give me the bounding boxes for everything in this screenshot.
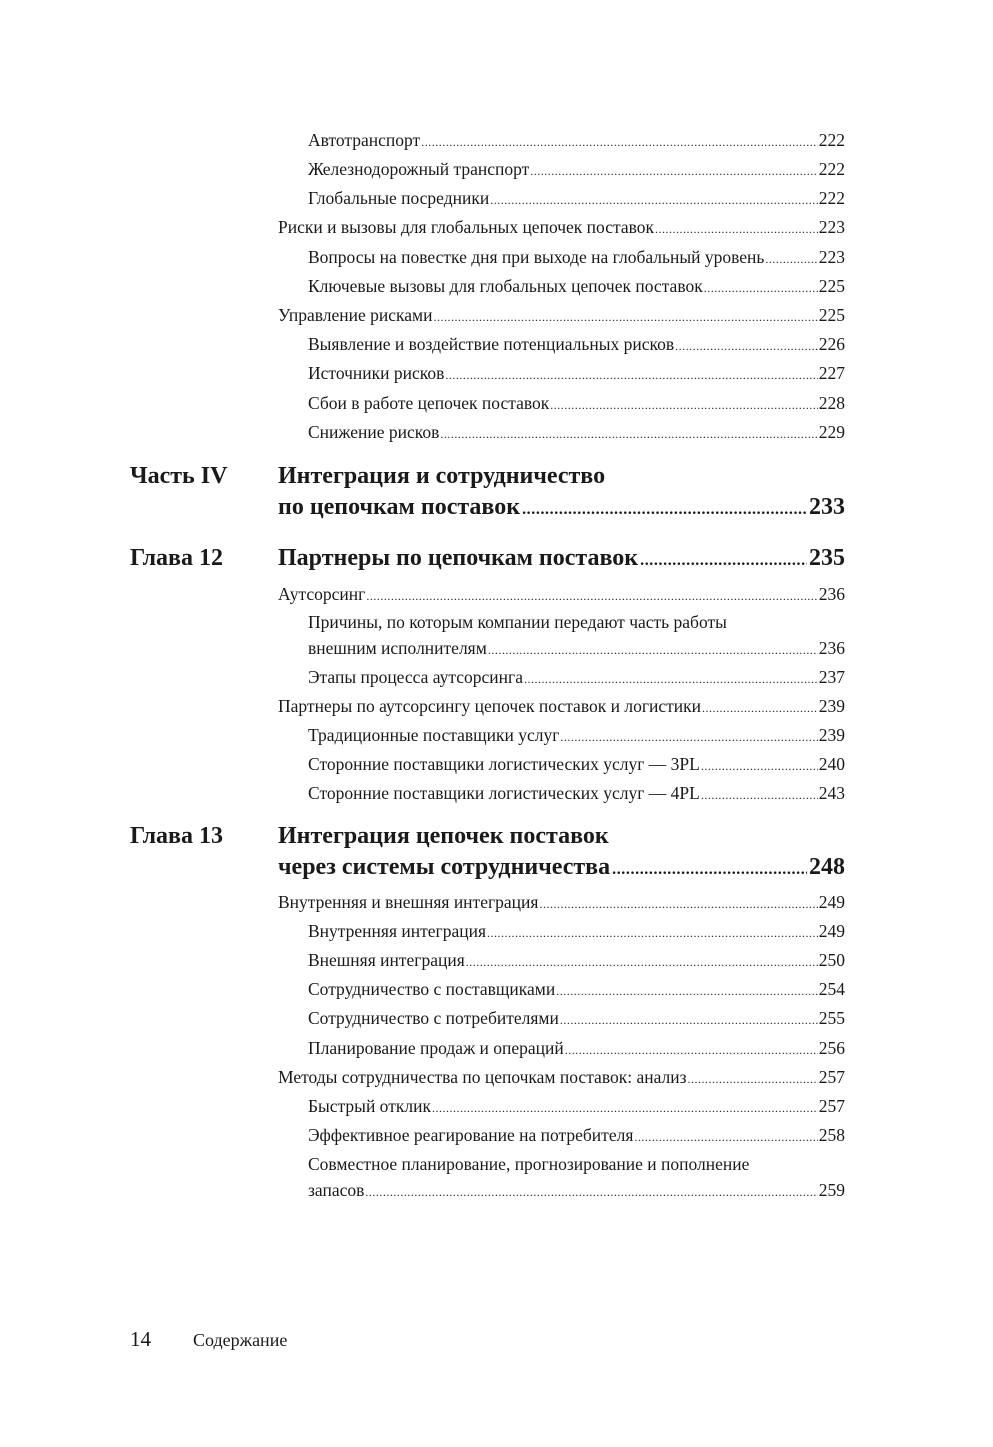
toc-entry-title-line1: Причины, по которым компании передают часть работы	[308, 612, 727, 632]
toc-chapter-label: Глава 13	[130, 823, 223, 849]
toc-leader-dots	[655, 217, 818, 241]
toc-leader-dots	[365, 1179, 817, 1205]
toc-entry-title-line2: внешним исполнителям	[308, 638, 487, 658]
toc-leader-dots	[490, 188, 818, 212]
toc-entry-title: Этапы процесса аутсорсинга	[308, 667, 523, 687]
toc-leader-dots	[445, 363, 817, 387]
toc-leader-dots	[675, 334, 818, 358]
toc-page-number: 226	[818, 334, 845, 354]
toc-leader-dots	[640, 545, 807, 576]
toc-page-number: 233	[809, 494, 845, 520]
toc-entry[interactable]	[308, 665, 845, 689]
toc-page-number: 243	[818, 783, 845, 803]
toc-leader-dots	[488, 637, 818, 663]
toc-section[interactable]	[278, 1065, 845, 1089]
toc-entry-title: Сотрудничество с поставщиками	[308, 979, 556, 999]
toc-entry[interactable]	[308, 1123, 845, 1147]
toc-chapter-title: Партнеры по цепочкам поставок	[278, 545, 639, 571]
toc-leader-dots	[556, 979, 818, 1003]
toc-page-number: 236	[818, 584, 845, 604]
running-title: Содержание	[193, 1330, 288, 1350]
toc-leader-dots	[560, 1008, 818, 1032]
toc-entry[interactable]	[308, 1036, 845, 1060]
toc-page-number: 259	[818, 1180, 845, 1200]
toc-entry-title: Внешняя интеграция	[308, 950, 465, 970]
toc-leader-dots	[704, 276, 818, 300]
toc-page-number: 256	[818, 1038, 845, 1058]
toc-entry-title: Внутренняя интеграция	[308, 921, 486, 941]
toc-entry-title: Сбои в работе цепочек поставок	[308, 393, 550, 413]
toc-section[interactable]	[278, 215, 845, 239]
toc-entry-title: Эффективное реагирование на потребителя	[308, 1125, 634, 1145]
toc-section[interactable]	[278, 890, 845, 914]
toc-entry[interactable]	[308, 977, 845, 1001]
toc-leader-dots	[634, 1125, 817, 1149]
toc-section[interactable]	[278, 694, 845, 718]
toc-page-number: 249	[818, 921, 845, 941]
toc-page-number: 237	[818, 667, 845, 687]
toc-entry[interactable]	[308, 274, 845, 298]
toc-page-number: 222	[818, 159, 845, 179]
toc-entry[interactable]	[308, 420, 845, 444]
toc-leader-dots	[565, 1038, 818, 1062]
toc-entry-title: Источники рисков	[308, 363, 445, 383]
toc-page-number: 223	[818, 217, 845, 237]
toc-entry-title-line2: запасов	[308, 1180, 365, 1200]
toc-entry-title: Железнодорожный транспорт	[308, 159, 530, 179]
toc-entry[interactable]	[308, 361, 845, 385]
toc-page-number: 248	[809, 854, 845, 880]
toc-chapter-title-line2: через системы сотрудничества	[278, 854, 611, 880]
toc-entry[interactable]	[308, 723, 845, 747]
toc-page-number: 227	[818, 363, 845, 383]
toc-page-number: 239	[818, 696, 845, 716]
toc-entry-title: Сотрудничество с потребителями	[308, 1008, 559, 1028]
toc-entry-title: Внутренняя и внешняя интеграция	[278, 892, 539, 912]
toc-leader-dots	[433, 305, 817, 329]
toc-page-number: 257	[818, 1096, 845, 1116]
page-footer	[130, 1324, 287, 1354]
toc-entry-title: Быстрый отклик	[308, 1096, 431, 1116]
toc-leader-dots	[524, 667, 818, 691]
page-number: 14	[130, 1327, 151, 1351]
toc-entry-title: Выявление и воздействие потенциальных рисков	[308, 334, 675, 354]
toc-page-number: 257	[818, 1067, 845, 1087]
toc-section[interactable]	[278, 582, 845, 606]
toc-entry-title: Управление рисками	[278, 305, 433, 325]
toc-leader-dots	[612, 854, 807, 885]
toc-leader-dots	[432, 1096, 818, 1120]
toc-entry[interactable]	[308, 1006, 845, 1030]
toc-entry[interactable]	[308, 186, 845, 210]
toc-page-number: 222	[818, 188, 845, 208]
toc-page-number: 236	[818, 638, 845, 658]
toc-entry[interactable]	[308, 1094, 845, 1118]
toc-entry[interactable]	[308, 752, 845, 776]
toc-entry[interactable]	[308, 128, 845, 152]
toc-page-number: 240	[818, 754, 845, 774]
toc-entry-title: Планирование продаж и операций	[308, 1038, 564, 1058]
toc-chapter-title-line1: Интеграция цепочек поставок	[278, 823, 609, 849]
toc-entry[interactable]	[308, 245, 845, 269]
toc-entry-title: Ключевые вызовы для глобальных цепочек поставок	[308, 276, 703, 296]
toc-page-number: 223	[818, 247, 845, 267]
toc-entry-title: Партнеры по аутсорсингу цепочек поставок и логистики	[278, 696, 702, 716]
toc-part-heading[interactable]	[130, 461, 845, 525]
toc-page-number: 229	[818, 422, 845, 442]
toc-entry-title: Риски и вызовы для глобальных цепочек поставок	[278, 217, 655, 237]
toc-page-number: 225	[818, 276, 845, 296]
toc-entry-title: Традиционные поставщики услуг	[308, 725, 560, 745]
toc-leader-dots	[701, 783, 818, 807]
toc-page-number: 254	[818, 979, 845, 999]
toc-entry-title-line1: Совместное планирование, прогнозирование и пополнение	[308, 1154, 750, 1174]
toc-entry[interactable]	[308, 609, 845, 661]
toc-page-number: 250	[818, 950, 845, 970]
toc-leader-dots	[466, 950, 818, 974]
toc-page-number: 249	[818, 892, 845, 912]
toc-leader-dots	[702, 696, 818, 720]
toc-leader-dots	[688, 1067, 818, 1091]
toc-leader-dots	[701, 754, 818, 778]
toc-entry-title: Глобальные посредники	[308, 188, 490, 208]
toc-entry[interactable]	[308, 332, 845, 356]
toc-section[interactable]	[278, 303, 845, 327]
toc-entry[interactable]	[308, 157, 845, 181]
toc-chapter-heading[interactable]	[130, 543, 845, 575]
toc-page-number: 255	[818, 1008, 845, 1028]
toc-page-number: 225	[818, 305, 845, 325]
toc-leader-dots	[421, 130, 818, 154]
toc-entry[interactable]	[308, 919, 845, 943]
toc-chapter-heading[interactable]	[130, 821, 845, 885]
toc-leader-dots	[765, 247, 817, 271]
toc-part-title-line2: по цепочкам поставок	[278, 494, 521, 520]
toc-entry-title: Аутсорсинг	[278, 584, 366, 604]
toc-entry[interactable]	[308, 391, 845, 415]
toc-leader-dots	[550, 393, 818, 417]
toc-page-number: 239	[818, 725, 845, 745]
toc-part-title-line1: Интеграция и сотрудничество	[278, 463, 606, 489]
toc-entry[interactable]	[308, 781, 845, 805]
toc-page-number: 235	[809, 545, 845, 571]
toc-chapter-label: Глава 12	[130, 545, 223, 571]
toc-entry-title: Снижение рисков	[308, 422, 440, 442]
toc-entry-title: Вопросы на повестке дня при выходе на глобальный уровень	[308, 247, 765, 267]
toc-leader-dots	[487, 921, 818, 945]
toc-entry[interactable]	[308, 948, 845, 972]
toc-leader-dots	[366, 584, 817, 608]
toc-entry-title: Методы сотрудничества по цепочкам поставок: анализ	[278, 1067, 687, 1087]
toc-entry-title: Сторонние поставщики логистических услуг — 4PL	[308, 783, 700, 803]
toc-part-label: Часть IV	[130, 463, 228, 489]
toc-entry-title: Сторонние поставщики логистических услуг — 3PL	[308, 754, 700, 774]
toc-leader-dots	[539, 892, 817, 916]
toc-page-number: 258	[818, 1125, 845, 1145]
toc-entry-title: Автотранспорт	[308, 130, 421, 150]
toc-page-number: 222	[818, 130, 845, 150]
toc-leader-dots	[522, 494, 807, 525]
toc-leader-dots	[560, 725, 817, 749]
toc-leader-dots	[530, 159, 817, 183]
toc-entry[interactable]	[308, 1151, 845, 1203]
toc-page-number: 228	[818, 393, 845, 413]
toc-leader-dots	[440, 422, 817, 446]
